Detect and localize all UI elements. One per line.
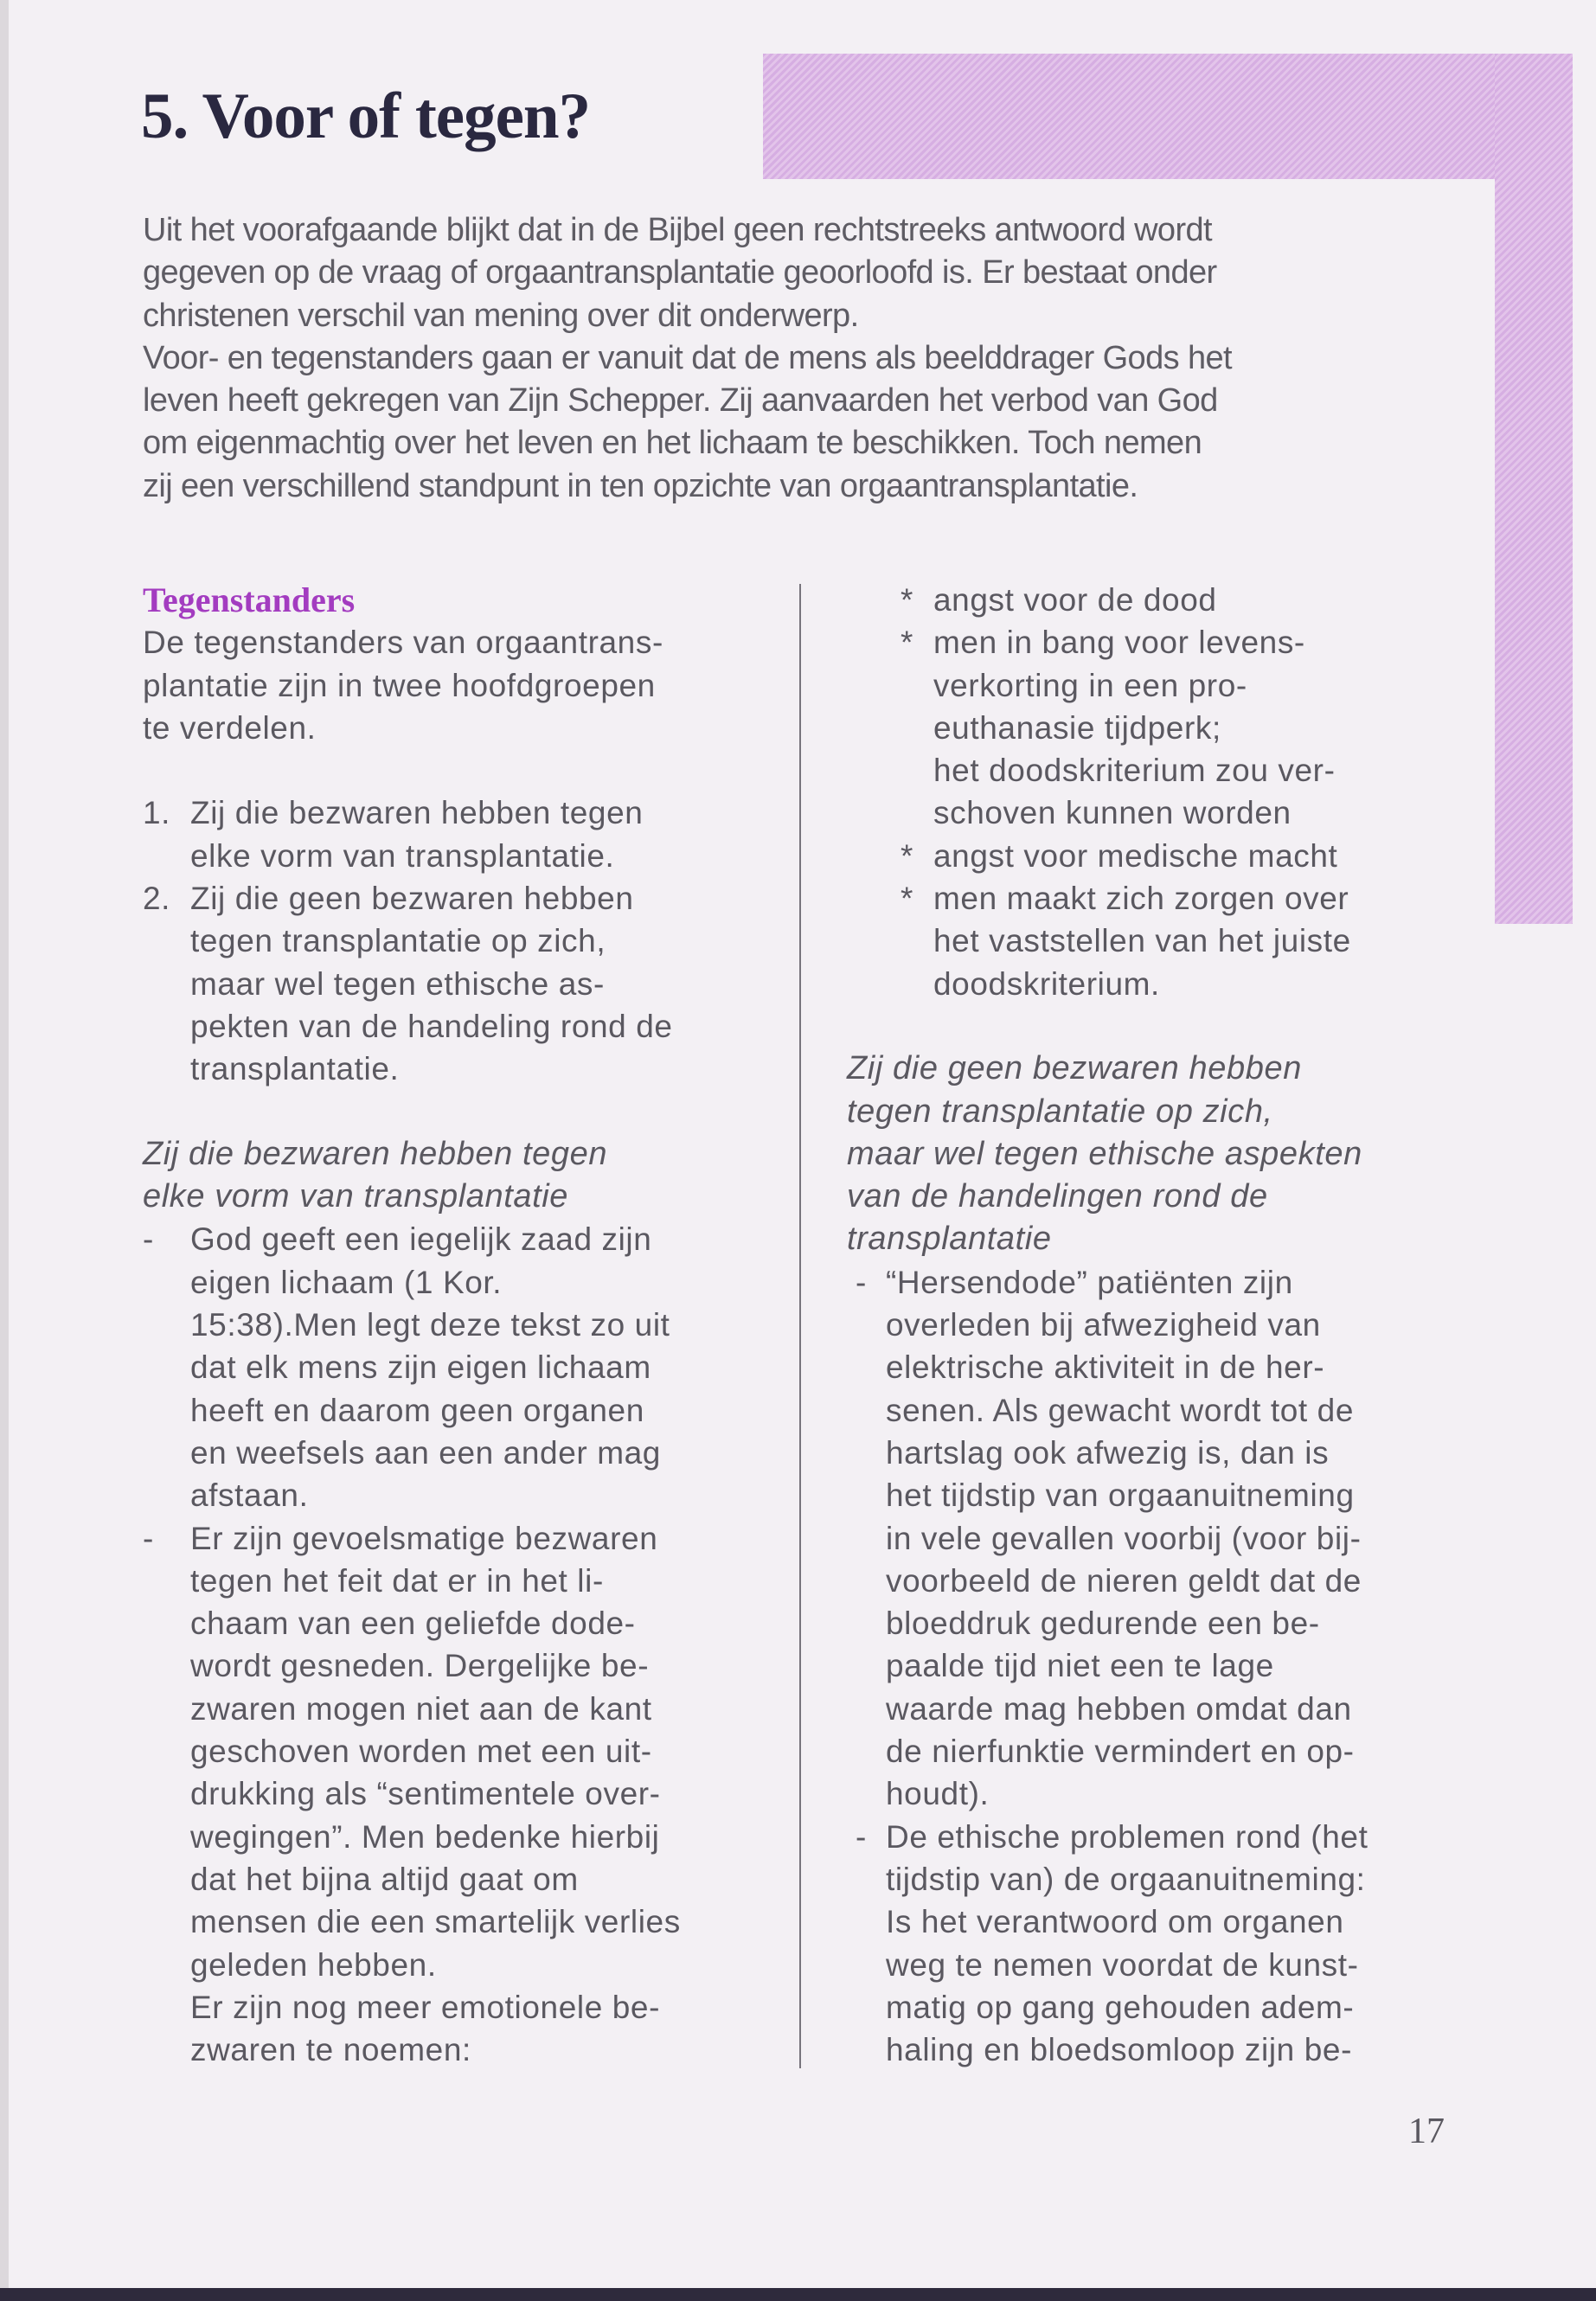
text-line (143, 1772, 681, 1815)
text-line (143, 621, 681, 663)
text-line (143, 1474, 681, 1516)
line-text: tegen het feit dat er in het li- (190, 1562, 604, 1599)
intro-line: zij een verschillend standpunt in ten opzichte van orgaantransplantatie. (143, 467, 1138, 504)
line-text: Tegenstanders (143, 580, 356, 619)
line-text: Is het verantwoord om organen (886, 1904, 1344, 1940)
line-text: transplantatie. (190, 1051, 400, 1087)
line-text: het vaststellen van het juiste (933, 923, 1351, 959)
column-divider (799, 584, 801, 2068)
line-text: Er zijn nog meer emotionele be- (190, 1989, 661, 2025)
line-text: voorbeeld de nieren geldt dat de (886, 1562, 1362, 1599)
line-text: maar wel tegen ethische as- (190, 965, 605, 1002)
line-text: angst voor de dood (933, 582, 1217, 618)
line-text: eigen lichaam (1 Kor. (190, 1264, 503, 1300)
text-line (847, 1644, 1368, 1687)
text-line (847, 835, 1368, 877)
line-text: zwaren mogen niet aan de kant (190, 1690, 652, 1727)
line-text: heeft en daarom geen organen (190, 1392, 644, 1428)
line-text: de nierfunktie vermindert en op- (886, 1734, 1355, 1770)
subheading-line (847, 1133, 1368, 1176)
line-text: verkorting in een pro- (933, 667, 1247, 703)
line-text: hartslag ook afwezig is, dan is (886, 1434, 1330, 1471)
line-text: Zij die geen bezwaren hebben (847, 1050, 1302, 1087)
line-text: in vele gevallen voorbij (voor bij- (886, 1520, 1362, 1556)
text-line (143, 1944, 681, 1986)
text-line (143, 1560, 681, 1602)
intro-line: Uit het voorafgaande blijkt dat in de Bijbel geen rechtstreeks antwoord wordt (143, 212, 1212, 248)
text-line (847, 1517, 1368, 1560)
text-line (847, 1688, 1368, 1730)
line-text: Zij die geen bezwaren hebben (190, 881, 634, 917)
text-line (143, 1005, 681, 1048)
line-text: zwaren te noemen: (190, 2032, 471, 2068)
asterisk-bullet: * (901, 582, 913, 618)
text-line (847, 1005, 1368, 1048)
line-text: dat het bijna altijd gaat om (190, 1861, 579, 1897)
line-text: Zij die bezwaren hebben tegen (190, 795, 644, 831)
asterisk-bullet: * (901, 837, 913, 874)
decorative-purple-block-top (763, 54, 1573, 179)
line-text: transplantatie (847, 1221, 1052, 1258)
line-text: Er zijn gevoelsmatige bezwaren (190, 1520, 658, 1556)
subheading-line (847, 1048, 1368, 1090)
text-line (143, 920, 681, 962)
text-line (847, 1389, 1368, 1432)
line-text: drukking als “sentimentele over- (190, 1776, 661, 1812)
text-line (143, 1602, 681, 1644)
page-number: 17 (1408, 2112, 1445, 2151)
intro-line: om eigenmachtig over het leven en het lichaam te beschikken. Toch nemen (143, 425, 1202, 462)
list-number: 1. (143, 795, 171, 831)
intro-line: Voor- en tegenstanders gaan er vanuit dat de mens als beelddrager Gods het (143, 339, 1233, 376)
scan-bottom-edge (0, 2288, 1596, 2301)
line-text: waarde mag hebben omdat dan (886, 1690, 1352, 1727)
text-line (143, 1644, 681, 1687)
text-line (143, 2029, 681, 2071)
line-text: haling en bloedsomloop zijn be- (886, 2032, 1353, 2068)
text-line (143, 1048, 681, 1090)
text-line (143, 1304, 681, 1346)
line-text: geleden hebben. (190, 1946, 437, 1983)
text-line (847, 1858, 1368, 1900)
text-line (847, 664, 1368, 707)
line-text: “Hersendode” patiënten zijn (886, 1264, 1293, 1300)
text-line (847, 792, 1368, 834)
line-text: tegen transplantatie op zich, (190, 923, 606, 959)
line-text: weg te nemen voordat de kunst- (886, 1946, 1359, 1983)
line-text: pekten van de handeling rond de (190, 1008, 673, 1044)
text-line (847, 963, 1368, 1005)
text-line (143, 792, 681, 834)
text-line (143, 1218, 681, 1260)
text-line (143, 1432, 681, 1474)
intro-line: gegeven op de vraag of orgaantransplantatie geoorloofd is. Er bestaat onder (143, 254, 1217, 292)
line-text: De tegenstanders van orgaantrans- (143, 625, 663, 661)
text-line (847, 579, 1368, 621)
text-line (143, 707, 681, 749)
text-line (847, 1261, 1368, 1304)
asterisk-bullet: * (901, 625, 913, 661)
dash-bullet: - (143, 1221, 154, 1258)
dash-bullet: - (143, 1520, 154, 1556)
intro-paragraph (143, 209, 1232, 508)
text-line (847, 1730, 1368, 1772)
line-text: maar wel tegen ethische aspekten (847, 1135, 1362, 1172)
line-text: mensen die een smartelijk verlies (190, 1904, 681, 1940)
text-line (143, 1986, 681, 2029)
intro-line: leven heeft gekregen van Zijn Schepper. Zij aanvaarden het verbod van God (143, 382, 1218, 420)
left-column (143, 579, 681, 2071)
text-line (847, 920, 1368, 962)
line-text: elke vorm van transplantatie (143, 1178, 569, 1215)
text-line (847, 1474, 1368, 1516)
line-text: tegen transplantatie op zich, (847, 1093, 1273, 1130)
text-line (143, 877, 681, 920)
line-text: God geeft een iegelijk zaad zijn (190, 1221, 652, 1258)
dash-bullet: - (856, 1264, 867, 1300)
line-text: De ethische problemen rond (het (886, 1818, 1368, 1855)
text-line (847, 1816, 1368, 1858)
line-text: doodskriterium. (933, 965, 1160, 1002)
text-line (847, 2029, 1368, 2071)
line-text: te verdelen. (143, 709, 317, 746)
asterisk-bullet: * (901, 881, 913, 917)
text-line (143, 1688, 681, 1730)
text-line (143, 1346, 681, 1388)
subheading-line (143, 1176, 681, 1218)
line-text: afstaan. (190, 1477, 309, 1514)
line-text: van de handelingen rond de (847, 1178, 1268, 1215)
line-text: wordt gesneden. Dergelijke be- (190, 1648, 650, 1684)
text-line (847, 707, 1368, 749)
text-line (143, 1730, 681, 1772)
intro-line: christenen verschil van mening over dit onderwerp. (143, 297, 859, 334)
line-text: schoven kunnen worden (933, 795, 1292, 831)
line-text: het tijdstip van orgaanuitneming (886, 1477, 1355, 1514)
decorative-purple-band-right (1495, 54, 1573, 924)
line-text: angst voor medische macht (933, 837, 1338, 874)
text-line (847, 1900, 1368, 1943)
line-text: men maakt zich zorgen over (933, 881, 1349, 917)
text-line (847, 1986, 1368, 2029)
line-text: het doodskriterium zou ver- (933, 753, 1336, 789)
text-line (143, 835, 681, 877)
text-line (847, 749, 1368, 792)
line-text: 15:38).Men legt deze tekst zo uit (190, 1307, 670, 1343)
right-column (847, 579, 1368, 2071)
text-line (143, 1816, 681, 1858)
dash-bullet: - (856, 1818, 867, 1855)
text-line (847, 877, 1368, 920)
line-text: senen. Als gewacht wordt tot de (886, 1392, 1355, 1428)
chapter-title: 5. Voor of tegen? (141, 80, 591, 152)
text-line (847, 1560, 1368, 1602)
text-line (143, 1389, 681, 1432)
subheading-line (847, 1218, 1368, 1260)
text-line (143, 1858, 681, 1900)
text-line (143, 1261, 681, 1304)
line-text: bloeddruk gedurende een be- (886, 1606, 1320, 1642)
section-heading (143, 579, 681, 621)
line-text: chaam van een geliefde dode- (190, 1606, 636, 1642)
text-line (847, 1346, 1368, 1388)
subheading-line (847, 1176, 1368, 1218)
text-line (143, 664, 681, 707)
line-text: houdt). (886, 1776, 990, 1812)
line-text: overleden bij afwezigheid van (886, 1307, 1321, 1343)
text-line (143, 1900, 681, 1943)
line-text: wegingen”. Men bedenke hierbij (190, 1818, 660, 1855)
line-text: Zij die bezwaren hebben tegen (143, 1135, 608, 1172)
line-text: tijdstip van) de orgaanuitneming: (886, 1861, 1366, 1897)
text-line (143, 1517, 681, 1560)
text-line (847, 1432, 1368, 1474)
line-text: dat elk mens zijn eigen lichaam (190, 1349, 651, 1386)
line-text: euthanasie tijdperk; (933, 709, 1221, 746)
text-line (143, 1091, 681, 1133)
line-text: elektrische aktiviteit in de her- (886, 1349, 1325, 1386)
text-line (847, 1944, 1368, 1986)
line-text: men in bang voor levens- (933, 625, 1305, 661)
line-text: elke vorm van transplantatie. (190, 837, 615, 874)
subheading-line (143, 1133, 681, 1176)
subheading-line (847, 1091, 1368, 1133)
line-text: paalde tijd niet een te lage (886, 1648, 1274, 1684)
text-line (143, 963, 681, 1005)
list-number: 2. (143, 881, 171, 917)
line-text: geschoven worden met een uit- (190, 1734, 652, 1770)
page-edge (0, 0, 9, 2301)
text-line (847, 1602, 1368, 1644)
text-line (847, 621, 1368, 663)
text-line (847, 1304, 1368, 1346)
text-line (847, 1772, 1368, 1815)
text-line (143, 749, 681, 792)
line-text: en weefsels aan een ander mag (190, 1434, 661, 1471)
line-text: plantatie zijn in twee hoofdgroepen (143, 667, 656, 703)
line-text: matig op gang gehouden adem- (886, 1989, 1355, 2025)
